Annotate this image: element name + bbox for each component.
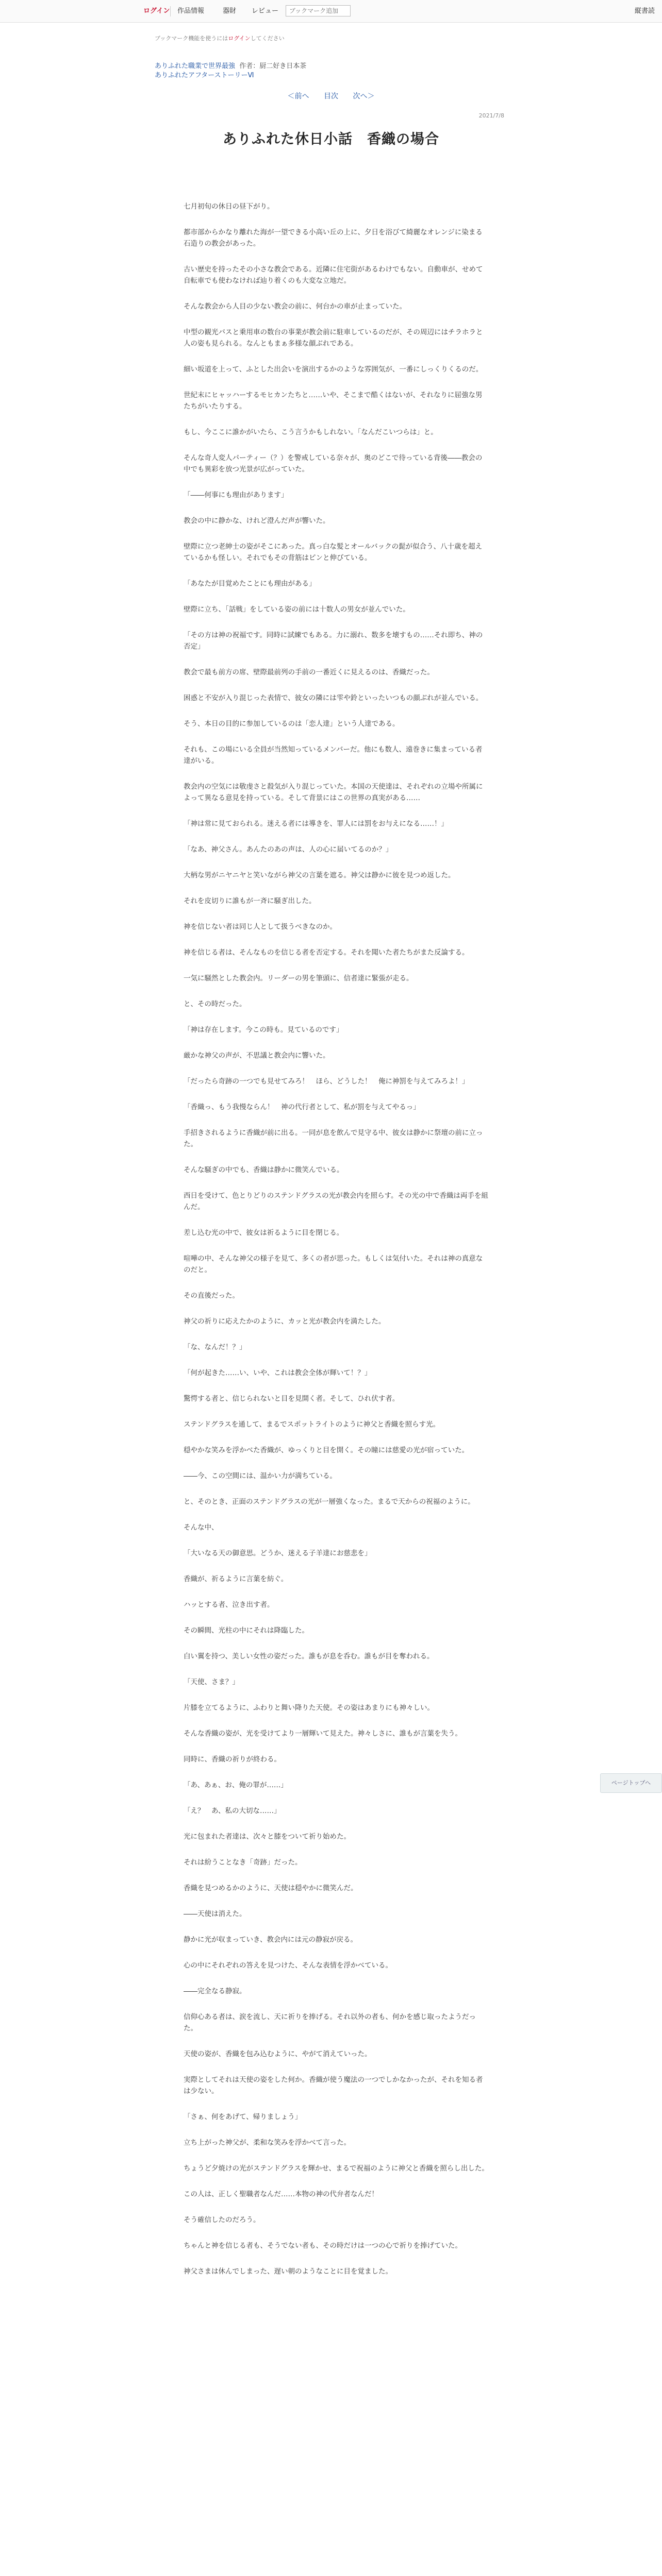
body-paragraph: 香織が、祈るように言葉を紡ぐ。 (184, 1575, 288, 1583)
body-paragraph: それは紛うことなき「奇跡」だった。 (184, 1858, 302, 1867)
body-paragraph: そう、本日の目的に参加しているのは「恋人達」という人達である。 (184, 720, 400, 728)
body-paragraph: 天使の姿が、香織を包み込むように、やがて消えていった。 (184, 2050, 372, 2058)
prev-chapter-link[interactable]: ＜前へ (287, 92, 309, 100)
nav-review-link[interactable]: レビュー (252, 7, 279, 15)
series-line (155, 62, 505, 71)
chapter-title: ありふれた休日小話 香織の場合 (223, 131, 439, 147)
body-paragraph: ステンドグラスを通して、まるでスポットライトのように神父と香織を照らす光。 (184, 1420, 440, 1429)
body-paragraph: 喧嘩の中、そんな神父の様子を見て、多くの者が思った。もしくは気付いた。それは神の真意なのだと。 (184, 1255, 483, 1274)
body-paragraph: ちゃんと神を信じる者も、そうでない者も、その時だけは一つの心で祈りを捧げていた。 (184, 2242, 462, 2250)
body-paragraph: ハッとする者、泣き出す者。 (184, 1601, 274, 1609)
body-paragraph: 教会内の空気には敬虔さと殺気が入り混じっていた。本国の天使達は、それぞれの立場や所属によって異なる意見を持っている。そして背景にはこの世界の真実がある…… (184, 783, 483, 802)
body-paragraph: 西日を受けて、色とりどりのステンドグラスの光が教会内を照らす。その光の中で香織は両手を組んだ。 (184, 1192, 489, 1211)
body-paragraph: その瞬間、光柱の中にそれは降臨した。 (184, 1626, 309, 1635)
body-paragraph: この人は、正しく聖職者なんだ……本物の神の代弁者なんだ！ (184, 2190, 378, 2198)
body-paragraph: 都市部からかなり離れた海が一望できる小高い丘の上に、夕日を浴びて綺麗なオレンジに染まる石造りの教会があった。 (184, 228, 483, 248)
body-paragraph: 驚愕する者と、信じられないと目を見開く者。そして、ひれ伏す者。 (184, 1395, 400, 1403)
vertical-reading-link[interactable]: 縦書読 (634, 7, 655, 15)
body-paragraph: 壁際に立つ老紳士の姿がそこにあった。真っ白な髪とオールバックの髭が似合う、八十歳を超えているかも怪しい。それでもその背筋はピンと伸びている。 (184, 543, 483, 562)
body-paragraph: ――今、この空間には、温かい力が満ちている。 (184, 1472, 337, 1480)
body-paragraph: 同時に、香織の祈りが終わる。 (184, 1755, 281, 1764)
series-title-link[interactable]: ありふれた職業で世界最強 (155, 62, 236, 70)
body-paragraph: 香織を見つめるかのように、天使は穏やかに微笑んだ。 (184, 1884, 358, 1892)
body-paragraph: 神を信じる者は、そんなものを信じる者を否定する。それを聞いた者たちがまた反論する。 (184, 948, 469, 957)
notice-login-link[interactable]: ログイン (228, 35, 251, 42)
bookmark-add-input[interactable] (286, 5, 351, 16)
body-paragraph: 細い坂道を上って、ふとした出会いを演出するかのような雰囲気が、一番にしっくりくるのだ。 (184, 365, 483, 374)
body-paragraph: 白い翼を持つ、美しい女性の姿だった。誰もが息を呑む。誰もが目を奪われる。 (184, 1652, 434, 1660)
body-paragraph: それも、この場にいる全員が当然知っているメンバーだ。他にも数人、遠巻きに集まっている者達がいる。 (184, 745, 483, 765)
body-paragraph: 神父の祈りに応えたかのように、カッと光が教会内を満たした。 (184, 1317, 386, 1326)
table-of-contents-link[interactable]: 目次 (324, 92, 338, 100)
body-paragraph: 「あ、あぁ、お、俺の罪が……」 (184, 1781, 288, 1789)
body-paragraph: と、そのとき、正面のステンドグラスの光が一層強くなった。まるで天からの祝福のように。 (184, 1498, 475, 1506)
body-paragraph: そう確信したのだろう。 (184, 2216, 260, 2224)
body-paragraph: 「だったら奇跡の一つでも見せてみろ！ ほら、どうした！ 俺に神罰を与えてみろよ！」 (184, 1077, 469, 1086)
body-paragraph: 「な、なんだ！？」 (184, 1343, 246, 1351)
body-paragraph: 「何が起きた……い、いや、これは教会全体が輝いて！？」 (184, 1369, 372, 1377)
login-link[interactable]: ログイン (143, 7, 170, 15)
body-paragraph: 立ち上がった神父が、柔和な笑みを浮かべて言った。 (184, 2139, 351, 2147)
body-paragraph: 厳かな神父の声が、不思議と教会内に響いた。 (184, 1052, 330, 1060)
body-paragraph: 教会で最も前方の席、壁際最前列の手前の一番近くに見えるのは、香織だった。 (184, 668, 434, 676)
notice-suffix-text: してください (250, 35, 285, 42)
body-paragraph: と、その時だった。 (184, 1000, 246, 1008)
body-paragraph: 信仰心ある者は、涙を流し、天に祈りを捧げる。それ以外の者も、何かを感じ取ったようだった。 (184, 2013, 476, 2032)
body-paragraph: 「なあ、神父さん。あんたのあの声は、人の心に届いてるのか？」 (184, 845, 393, 854)
notice-prefix-text: ブックマーク機能を使うには (155, 35, 228, 42)
bookmark-notice (155, 34, 505, 42)
work-title-link[interactable]: ありふれたアフターストーリーⅥ (155, 72, 254, 79)
body-paragraph: 片膝を立てるように、ふわりと舞い降りた天使。その姿はあまりにも神々しい。 (184, 1704, 434, 1712)
body-paragraph: そんな香織の姿が、光を受けてより一層輝いて見えた。神々しさに、誰もが言葉を失う。 (184, 1730, 462, 1738)
body-paragraph: 心の中にそれぞれの答えを見つけた、そんな表情を浮かべている。 (184, 1961, 392, 1970)
body-paragraph: 一気に騒然とした教会内。リーダーの男を筆頭に、信者達に緊張が走る。 (184, 974, 413, 982)
body-paragraph: 差し込む光の中で、彼女は祈るように目を閉じる。 (184, 1229, 344, 1237)
body-paragraph: 手招きされるように香織が前に出る。一同が息を飲んで見守る中、彼女は静かに祭壇の前に立った。 (184, 1129, 483, 1148)
next-chapter-link[interactable]: 次へ＞ (353, 92, 375, 100)
body-paragraph: ――天使は消えた。 (184, 1910, 246, 1918)
top-navigation-bar (0, 0, 662, 23)
body-paragraph: 光に包まれた者達は、次々と膝をついて祈り始めた。 (184, 1833, 351, 1841)
body-paragraph: 世紀末にヒャッハーするモヒカンたちと……いや、そこまで酷くはないが、それなりに屈強な男たちがいたりする。 (184, 391, 483, 411)
body-paragraph: ちょうど夕焼けの光がステンドグラスを輝かせ、まるで祝福のように神父と香織を照らし出した。 (184, 2164, 489, 2173)
body-paragraph: そんな奇人変人パーティー（？）を警戒している奈々が、奥のどこで待っている背後――教会の中でも異彩を放つ光景が広がっていた。 (184, 454, 483, 473)
page-top-button[interactable]: ページトップへ (600, 1773, 662, 1793)
body-paragraph: そんな教会から人目の少ない教会の前に、何台かの車が止まっていた。 (184, 302, 406, 311)
body-paragraph: 壁際に立ち、「話戦」をしている姿の前には十数人の男女が並んでいた。 (184, 605, 410, 614)
body-paragraph: 静かに光が収まっていき、教会内には元の静寂が戻る。 (184, 1936, 357, 1944)
body-paragraph: 実際としてそれは天使の姿をした何か。香織が使う魔法の一つでしかなかったが、それを知る者は少ない。 (184, 2076, 483, 2095)
body-paragraph: 「その方は神の祝福です。同時に試練でもある。力に溺れ、数多を壊すもの……それ即ち、神の否定」 (184, 631, 483, 651)
nav-equipment-link[interactable]: 器財 (223, 7, 237, 15)
series-author: 作者：厨二好き日本茶 (239, 62, 307, 70)
body-paragraph: その直後だった。 (184, 1292, 239, 1300)
post-date: 2021/7/8 (478, 112, 504, 119)
body-paragraph: 大柄な男がニヤニヤと笑いながら神父の言葉を遮る。神父は静かに彼を見つめ返した。 (184, 871, 455, 879)
body-paragraph: 「天使、さま？」 (184, 1678, 239, 1686)
chapter-pager (0, 91, 662, 101)
body-paragraph: 中型の観光バスと乗用車の数台の事業が教会前に駐車しているのだが、その周辺にはチラホラと人の姿も見られる。なんともまぁ多様な顔ぶれである。 (184, 328, 483, 348)
body-paragraph: 穏やかな笑みを浮かべた香織が、ゆっくりと目を開く。その瞳には慈愛の光が宿っていた。 (184, 1446, 469, 1454)
body-paragraph: ――完全なる静寂。 (184, 1987, 246, 1995)
body-paragraph: 「あなたが目覚めたことにも理由がある」 (184, 580, 316, 588)
body-paragraph: 七月初旬の休日の昼下がり。 (184, 202, 274, 211)
nav-work-info-link[interactable]: 作品情報 (177, 7, 205, 15)
body-paragraph: 「――何事にも理由があります」 (184, 491, 288, 499)
body-paragraph: そんな中、 (184, 1523, 219, 1532)
body-paragraph: 「神は常に見ておられる。迷える者には導きを、罪人には罰をお与えになる……！」 (184, 820, 448, 828)
body-paragraph: 神を信じない者は同じ人として扱うべきなのか。 (184, 923, 337, 931)
chapter-body (184, 201, 489, 2292)
body-paragraph: 神父さまは休んでしまった、遅い朝のようなことに目を覚ました。 (184, 2267, 392, 2276)
body-paragraph: 「大いなる天の御意思。どうか、迷える子羊達にお慈悲を」 (184, 1549, 372, 1557)
body-paragraph: 「神は存在します。今この時も。見ているのです」 (184, 1026, 343, 1034)
body-paragraph: 「え？ あ、私の大切な……」 (184, 1807, 281, 1815)
work-header (155, 34, 505, 80)
body-paragraph: 教会の中に静かな、けれど澄んだ声が響いた。 (184, 517, 330, 525)
body-paragraph: そんな騒ぎの中でも、香織は静かに微笑んでいる。 (184, 1166, 344, 1174)
body-paragraph: 古い歴史を持ったその小さな教会である。近隣に住宅街があるわけでもない。自動車が、せめて自転車でも使わなければ辿り着くのも大変な立地だ。 (184, 265, 483, 285)
body-paragraph: もし、今ここに誰かがいたら、こう言うかもしれない。「なんだこいつらは」と。 (184, 428, 438, 436)
nav-divider (170, 6, 171, 16)
body-paragraph: 困惑と不安が入り混じった表情で、彼女の隣には雫や鈴といったいつもの顔ぶれが並んでいる。 (184, 694, 483, 702)
body-paragraph: 「香織っ、もう我慢ならん！ 神の代行者として、私が罰を与えてやるっ」 (184, 1103, 420, 1111)
body-paragraph: それを皮切りに誰もが一斉に騒ぎ出した。 (184, 897, 316, 905)
body-paragraph: 「さぁ、何をあげて、帰りましょう」 (184, 2113, 302, 2121)
